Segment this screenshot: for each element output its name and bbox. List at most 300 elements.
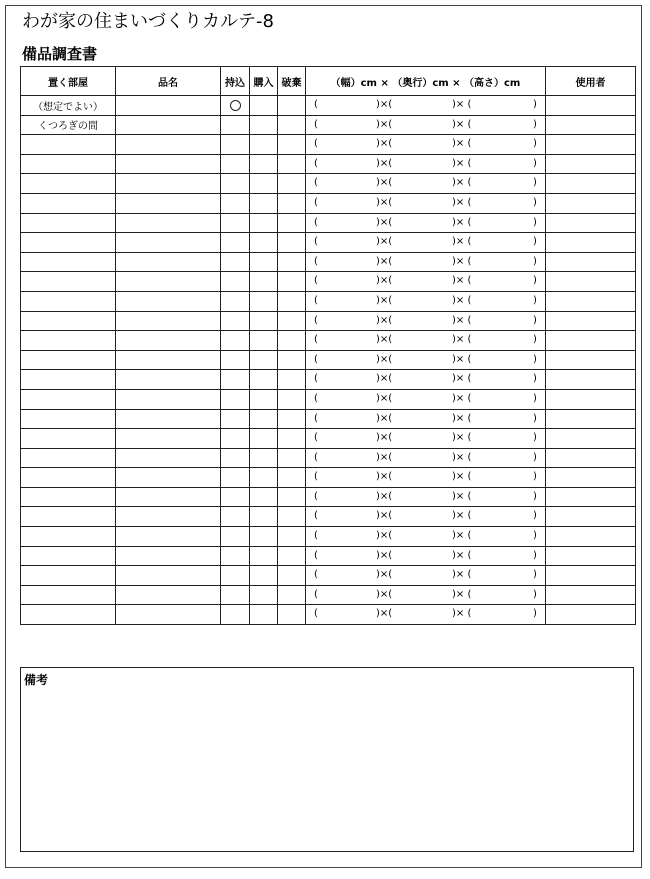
cell-item[interactable] [116, 135, 221, 155]
cell-buy[interactable] [250, 213, 278, 233]
cell-discard[interactable] [278, 331, 306, 351]
cell-buy[interactable] [250, 311, 278, 331]
cell-room[interactable] [21, 487, 116, 507]
dimension-bracket: )× ( [452, 196, 472, 208]
dimension-bracket: )×( [376, 432, 393, 444]
dimension-bracket: ) [533, 177, 537, 189]
dimension-bracket: )× ( [452, 530, 472, 542]
cell-dimensions[interactable] [306, 311, 546, 331]
table-row [21, 566, 636, 586]
dimension-bracket: )×( [376, 236, 393, 248]
table-row [21, 272, 636, 292]
dimension-bracket: ( [314, 530, 318, 542]
cell-dimensions[interactable] [306, 585, 546, 605]
header-discard: 破棄 [278, 67, 306, 96]
table-row [21, 213, 636, 233]
cell-user[interactable] [546, 233, 636, 253]
cell-dimensions[interactable] [306, 605, 546, 625]
cell-item[interactable] [116, 448, 221, 468]
dimension-bracket: )× ( [452, 608, 472, 620]
cell-item[interactable] [116, 605, 221, 625]
cell-buy[interactable] [250, 135, 278, 155]
cell-item[interactable] [116, 252, 221, 272]
cell-buy[interactable] [250, 546, 278, 566]
dimension-bracket: )× ( [452, 471, 472, 483]
cell-dimensions[interactable] [306, 507, 546, 527]
dimension-bracket: )×( [376, 314, 393, 326]
cell-buy[interactable] [250, 96, 278, 116]
dimension-bracket: )× ( [452, 490, 472, 502]
cell-room[interactable] [21, 546, 116, 566]
cell-buy[interactable] [250, 448, 278, 468]
cell-room[interactable] [21, 409, 116, 429]
cell-room[interactable] [21, 154, 116, 174]
table-row [21, 527, 636, 547]
cell-room[interactable] [21, 448, 116, 468]
cell-buy[interactable] [250, 370, 278, 390]
cell-bring[interactable] [221, 252, 250, 272]
cell-bring[interactable] [221, 331, 250, 351]
table-row [21, 252, 636, 272]
dimension-bracket: )× ( [452, 99, 472, 110]
cell-bring[interactable] [221, 429, 250, 449]
cell-dimensions[interactable] [306, 389, 546, 409]
cell-user[interactable] [546, 507, 636, 527]
dimension-bracket: )×( [376, 294, 393, 306]
table-row [21, 585, 636, 605]
cell-item[interactable] [116, 527, 221, 547]
cell-user[interactable] [546, 429, 636, 449]
cell-room[interactable] [21, 527, 116, 547]
cell-buy[interactable] [250, 233, 278, 253]
cell-bring[interactable] [221, 350, 250, 370]
notes-box[interactable] [20, 667, 634, 852]
cell-dimensions[interactable] [306, 566, 546, 586]
cell-buy[interactable] [250, 566, 278, 586]
cell-bring[interactable] [221, 154, 250, 174]
cell-room[interactable] [21, 566, 116, 586]
dimension-bracket: )×( [376, 392, 393, 404]
cell-bring[interactable] [221, 135, 250, 155]
cell-item[interactable] [116, 370, 221, 390]
table-row [21, 115, 636, 135]
dimension-bracket: ) [533, 196, 537, 208]
cell-room[interactable]: くつろぎの間 [21, 115, 116, 135]
dimension-bracket: ( [314, 99, 318, 110]
table-row [21, 448, 636, 468]
header-bring: 持込 [221, 67, 250, 96]
cell-discard[interactable] [278, 487, 306, 507]
equipment-table [20, 66, 636, 625]
cell-dimensions[interactable] [306, 233, 546, 253]
dimension-bracket: )×( [376, 490, 393, 502]
cell-item[interactable] [116, 585, 221, 605]
cell-user[interactable] [546, 213, 636, 233]
dimension-bracket: )×( [376, 177, 393, 189]
cell-item[interactable] [116, 291, 221, 311]
cell-room[interactable] [21, 174, 116, 194]
dimension-bracket: ) [533, 432, 537, 444]
dimension-bracket: ) [533, 451, 537, 463]
cell-dimensions[interactable] [306, 527, 546, 547]
dimension-bracket: ( [314, 353, 318, 365]
cell-bring[interactable] [221, 193, 250, 213]
cell-user[interactable] [546, 389, 636, 409]
dimension-bracket: )× ( [452, 236, 472, 248]
cell-room[interactable] [21, 331, 116, 351]
cell-buy[interactable] [250, 154, 278, 174]
cell-dimensions[interactable] [306, 193, 546, 213]
cell-bring[interactable] [221, 487, 250, 507]
dimension-bracket: )× ( [452, 314, 472, 326]
dimension-bracket: ( [314, 373, 318, 385]
dimension-bracket: )× ( [452, 588, 472, 600]
dimension-bracket: )×( [376, 255, 393, 267]
cell-buy[interactable] [250, 605, 278, 625]
cell-item[interactable] [116, 331, 221, 351]
cell-bring[interactable] [221, 566, 250, 586]
cell-bring[interactable] [221, 174, 250, 194]
cell-buy[interactable] [250, 389, 278, 409]
cell-buy[interactable] [250, 409, 278, 429]
cell-discard[interactable] [278, 527, 306, 547]
cell-user[interactable] [546, 174, 636, 194]
cell-dimensions[interactable] [306, 370, 546, 390]
cell-buy[interactable] [250, 252, 278, 272]
cell-buy[interactable] [250, 468, 278, 488]
cell-dimensions[interactable] [306, 135, 546, 155]
cell-room[interactable]: （想定でよい） [21, 96, 116, 116]
cell-user[interactable] [546, 311, 636, 331]
cell-buy[interactable] [250, 527, 278, 547]
cell-bring[interactable] [221, 115, 250, 135]
cell-bring[interactable] [221, 468, 250, 488]
table-row [21, 605, 636, 625]
dimension-bracket: )× ( [452, 216, 472, 228]
cell-bring[interactable] [221, 311, 250, 331]
dimension-bracket: ( [314, 588, 318, 600]
table-row [21, 409, 636, 429]
dimension-bracket: ( [314, 412, 318, 424]
dimension-bracket: ) [533, 510, 537, 522]
cell-room[interactable] [21, 370, 116, 390]
dimension-bracket: ( [314, 138, 318, 150]
dimension-bracket: ( [314, 569, 318, 581]
cell-discard[interactable] [278, 468, 306, 488]
cell-discard[interactable] [278, 193, 306, 213]
dimension-bracket: ( [314, 471, 318, 483]
table-row [21, 389, 636, 409]
dimension-bracket: )×( [376, 334, 393, 346]
table-row [21, 468, 636, 488]
cell-item[interactable] [116, 233, 221, 253]
cell-item[interactable] [116, 429, 221, 449]
cell-discard[interactable] [278, 566, 306, 586]
cell-user[interactable] [546, 115, 636, 135]
dimension-bracket: )×( [376, 451, 393, 463]
cell-bring[interactable] [221, 507, 250, 527]
cell-item[interactable] [116, 389, 221, 409]
cell-buy[interactable] [250, 487, 278, 507]
cell-user[interactable] [546, 585, 636, 605]
form-subtitle: 備品調査書 [22, 45, 98, 63]
dimension-bracket: )× ( [452, 353, 472, 365]
cell-bring[interactable] [221, 585, 250, 605]
circle-mark-icon [230, 100, 241, 111]
dimension-bracket: ) [533, 236, 537, 248]
dimension-bracket: )× ( [452, 432, 472, 444]
cell-dimensions[interactable] [306, 350, 546, 370]
dimension-bracket: )× ( [452, 569, 472, 581]
cell-dimensions[interactable] [306, 448, 546, 468]
cell-buy[interactable] [250, 272, 278, 292]
cell-bring[interactable] [221, 448, 250, 468]
cell-room[interactable] [21, 213, 116, 233]
cell-room[interactable] [21, 135, 116, 155]
dimension-bracket: )× ( [452, 392, 472, 404]
table-row [21, 350, 636, 370]
cell-dimensions[interactable] [306, 487, 546, 507]
dimension-bracket: )×( [376, 412, 393, 424]
dimension-bracket: ) [533, 216, 537, 228]
cell-user[interactable] [546, 252, 636, 272]
cell-bring[interactable] [221, 213, 250, 233]
table-row [21, 96, 636, 116]
dimension-bracket: )×( [376, 138, 393, 150]
cell-user[interactable] [546, 605, 636, 625]
cell-discard[interactable] [278, 389, 306, 409]
cell-dimensions[interactable] [306, 96, 546, 116]
cell-item[interactable] [116, 507, 221, 527]
cell-dimensions[interactable] [306, 252, 546, 272]
cell-user[interactable] [546, 487, 636, 507]
cell-item[interactable] [116, 409, 221, 429]
cell-room[interactable] [21, 605, 116, 625]
dimension-bracket: )×( [376, 216, 393, 228]
table-row [21, 331, 636, 351]
cell-user[interactable] [546, 350, 636, 370]
dimension-bracket: ) [533, 392, 537, 404]
table-row [21, 507, 636, 527]
cell-discard[interactable] [278, 546, 306, 566]
cell-item[interactable] [116, 272, 221, 292]
cell-buy[interactable] [250, 429, 278, 449]
cell-dimensions[interactable] [306, 115, 546, 135]
cell-item[interactable] [116, 154, 221, 174]
cell-dimensions[interactable] [306, 546, 546, 566]
cell-bring[interactable] [221, 389, 250, 409]
cell-item[interactable] [116, 213, 221, 233]
dimension-bracket: ( [314, 236, 318, 248]
dimension-bracket: ( [314, 177, 318, 189]
header-item: 品名 [116, 67, 221, 96]
dimension-bracket: )×( [376, 99, 393, 110]
cell-item[interactable] [116, 546, 221, 566]
cell-user[interactable] [546, 272, 636, 292]
cell-bring[interactable] [221, 546, 250, 566]
cell-item[interactable] [116, 115, 221, 135]
cell-dimensions[interactable] [306, 429, 546, 449]
dimension-bracket: ) [533, 588, 537, 600]
cell-user[interactable] [546, 448, 636, 468]
cell-discard[interactable] [278, 409, 306, 429]
cell-discard[interactable] [278, 448, 306, 468]
dimension-bracket: )×( [376, 569, 393, 581]
page-title: わが家の住まいづくりカルテ-8 [22, 11, 274, 32]
cell-room[interactable] [21, 311, 116, 331]
cell-item[interactable] [116, 566, 221, 586]
cell-bring[interactable] [221, 409, 250, 429]
dimension-bracket: )× ( [452, 373, 472, 385]
cell-room[interactable] [21, 429, 116, 449]
cell-room[interactable] [21, 233, 116, 253]
cell-dimensions[interactable] [306, 291, 546, 311]
cell-discard[interactable] [278, 96, 306, 116]
dimension-bracket: ( [314, 275, 318, 287]
cell-room[interactable] [21, 252, 116, 272]
cell-user[interactable] [546, 331, 636, 351]
cell-dimensions[interactable] [306, 174, 546, 194]
dimension-bracket: ) [533, 314, 537, 326]
cell-room[interactable] [21, 507, 116, 527]
cell-room[interactable] [21, 389, 116, 409]
cell-dimensions[interactable] [306, 409, 546, 429]
cell-discard[interactable] [278, 370, 306, 390]
cell-item[interactable] [116, 96, 221, 116]
dimension-bracket: ) [533, 373, 537, 385]
dimension-bracket: ( [314, 216, 318, 228]
dimension-bracket: ) [533, 255, 537, 267]
cell-dimensions[interactable] [306, 213, 546, 233]
cell-discard[interactable] [278, 154, 306, 174]
dimension-bracket: )× ( [452, 294, 472, 306]
cell-bring[interactable] [221, 272, 250, 292]
cell-discard[interactable] [278, 174, 306, 194]
cell-user[interactable] [546, 370, 636, 390]
cell-discard[interactable] [278, 507, 306, 527]
dimension-bracket: )× ( [452, 138, 472, 150]
cell-item[interactable] [116, 350, 221, 370]
cell-discard[interactable] [278, 272, 306, 292]
cell-discard[interactable] [278, 233, 306, 253]
cell-dimensions[interactable] [306, 154, 546, 174]
notes-label: 備考 [24, 673, 49, 687]
dimension-bracket: ) [533, 608, 537, 620]
dimension-bracket: )×( [376, 373, 393, 385]
cell-discard[interactable] [278, 252, 306, 272]
cell-item[interactable] [116, 174, 221, 194]
cell-buy[interactable] [250, 350, 278, 370]
dimension-bracket: )× ( [452, 157, 472, 169]
cell-buy[interactable] [250, 291, 278, 311]
dimension-bracket: ) [533, 99, 537, 110]
dimension-bracket: ) [533, 471, 537, 483]
cell-user[interactable] [546, 546, 636, 566]
dimension-bracket: )×( [376, 353, 393, 365]
dimension-bracket: ) [533, 530, 537, 542]
table-row [21, 174, 636, 194]
dimension-bracket: )×( [376, 588, 393, 600]
cell-room[interactable] [21, 468, 116, 488]
dimension-bracket: )× ( [452, 334, 472, 346]
cell-discard[interactable] [278, 605, 306, 625]
cell-discard[interactable] [278, 135, 306, 155]
cell-user[interactable] [546, 468, 636, 488]
cell-discard[interactable] [278, 350, 306, 370]
cell-room[interactable] [21, 272, 116, 292]
dimension-bracket: )×( [376, 510, 393, 522]
dimension-bracket: ( [314, 255, 318, 267]
cell-buy[interactable] [250, 507, 278, 527]
dimension-bracket: )×( [376, 471, 393, 483]
cell-discard[interactable] [278, 115, 306, 135]
cell-user[interactable] [546, 193, 636, 213]
table-row [21, 291, 636, 311]
cell-dimensions[interactable] [306, 331, 546, 351]
cell-user[interactable] [546, 135, 636, 155]
cell-discard[interactable] [278, 311, 306, 331]
cell-buy[interactable] [250, 193, 278, 213]
dimension-bracket: ( [314, 157, 318, 169]
dimension-bracket: ) [533, 353, 537, 365]
dimension-bracket: ) [533, 549, 537, 561]
cell-user[interactable] [546, 96, 636, 116]
cell-item[interactable] [116, 311, 221, 331]
cell-discard[interactable] [278, 291, 306, 311]
cell-item[interactable] [116, 193, 221, 213]
dimension-bracket: ) [533, 275, 537, 287]
dimension-bracket: )×( [376, 549, 393, 561]
dimension-bracket: ) [533, 490, 537, 502]
table-header-row [21, 67, 636, 96]
cell-dimensions[interactable] [306, 468, 546, 488]
cell-room[interactable] [21, 350, 116, 370]
cell-user[interactable] [546, 409, 636, 429]
cell-discard[interactable] [278, 429, 306, 449]
cell-room[interactable] [21, 193, 116, 213]
cell-buy[interactable] [250, 331, 278, 351]
dimension-bracket: ( [314, 608, 318, 620]
cell-bring[interactable] [221, 370, 250, 390]
cell-room[interactable] [21, 585, 116, 605]
cell-item[interactable] [116, 468, 221, 488]
cell-user[interactable] [546, 154, 636, 174]
cell-bring[interactable] [221, 291, 250, 311]
cell-bring[interactable] [221, 96, 250, 116]
cell-buy[interactable] [250, 585, 278, 605]
cell-bring[interactable] [221, 605, 250, 625]
cell-buy[interactable] [250, 115, 278, 135]
cell-item[interactable] [116, 487, 221, 507]
cell-dimensions[interactable] [306, 272, 546, 292]
header-buy: 購入 [250, 67, 278, 96]
cell-user[interactable] [546, 291, 636, 311]
table-row [21, 370, 636, 390]
dimension-bracket: ( [314, 451, 318, 463]
cell-room[interactable] [21, 291, 116, 311]
cell-user[interactable] [546, 527, 636, 547]
dimension-bracket: ( [314, 432, 318, 444]
cell-bring[interactable] [221, 233, 250, 253]
cell-user[interactable] [546, 566, 636, 586]
cell-discard[interactable] [278, 213, 306, 233]
dimension-bracket: )×( [376, 530, 393, 542]
cell-discard[interactable] [278, 585, 306, 605]
dimension-bracket: )× ( [452, 275, 472, 287]
cell-buy[interactable] [250, 174, 278, 194]
dimension-bracket: ( [314, 549, 318, 561]
cell-bring[interactable] [221, 527, 250, 547]
